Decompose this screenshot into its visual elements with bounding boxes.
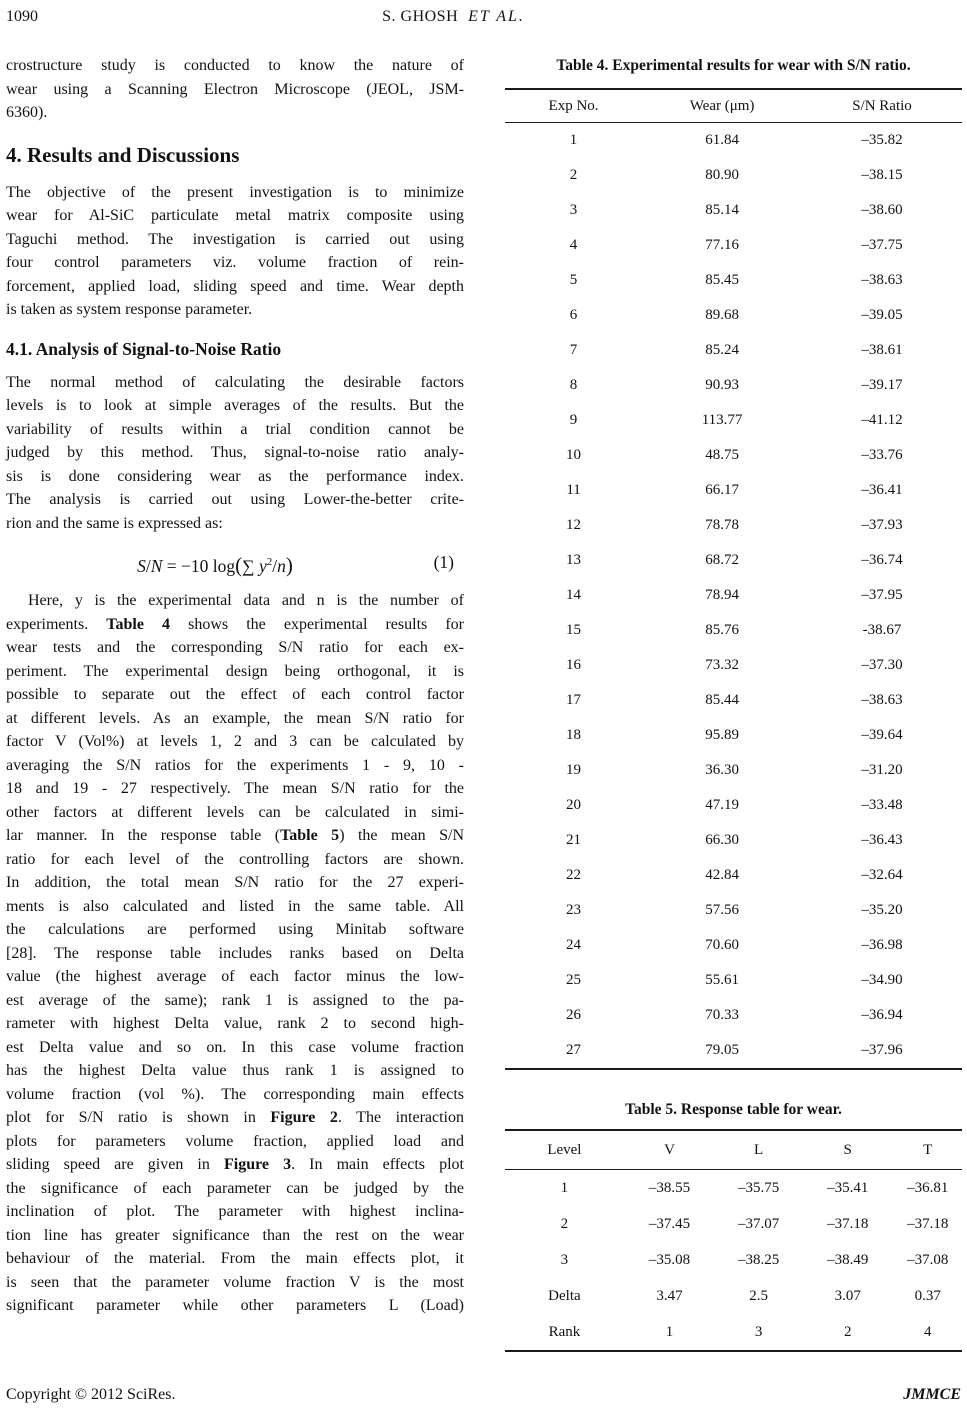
journal-name: JMMCE [903, 1386, 961, 1403]
table-cell: 25 [566, 972, 582, 988]
table-row [505, 508, 962, 543]
table-cell: –37.75 [861, 237, 903, 253]
table-cell: Exp No. [548, 97, 599, 114]
table-cell: 73.32 [705, 657, 739, 673]
table-cell: –36.43 [861, 832, 903, 848]
table-cell: –37.08 [907, 1251, 949, 1268]
text-segment: N [150, 555, 163, 576]
table-row [505, 823, 962, 858]
text-segment: forcement, applied load, sliding speed and time. Wear depth [6, 277, 464, 295]
text-segment: levels is to look at simple averages of the results. But the [6, 397, 464, 414]
table-cell: 70.60 [705, 937, 739, 953]
table-cell: –38.55 [648, 1179, 691, 1196]
text-line [6, 228, 464, 252]
table-cell: –37.07 [737, 1215, 780, 1232]
text-segment: Figure 2 [270, 1109, 338, 1126]
text-segment: rameter with highest Delta value, rank 2 to second high- [6, 1015, 464, 1032]
table-row [505, 193, 962, 228]
table-cell: –36.81 [907, 1179, 949, 1196]
text-segment: is seen that the parameter volume fraction V is the most [6, 1273, 464, 1291]
table-row [505, 1278, 962, 1314]
text-segment: value (the highest average of each factor minus the low- [6, 968, 464, 985]
equation-formula [36, 545, 394, 583]
text-line [6, 1153, 464, 1177]
table-cell: –32.64 [861, 867, 903, 883]
table-row [505, 753, 962, 788]
table-row [505, 1131, 962, 1169]
text-line [6, 730, 464, 754]
left-column [6, 54, 464, 1318]
table-row [505, 228, 962, 263]
table-row [505, 858, 962, 893]
text-segment: est Delta value and so on. In this case volume fraction [6, 1038, 464, 1056]
text-segment: shows the experimental results for [170, 615, 465, 633]
text-line [6, 683, 464, 707]
text-segment: at different levels. As an example, the mean S/N ratio for [6, 709, 464, 727]
text-segment: 2 [266, 556, 273, 568]
text-line [6, 101, 464, 125]
text-line [6, 394, 464, 418]
table-cell: –31.20 [861, 762, 903, 778]
text-segment: inclination of plot. The parameter with highest inclina- [6, 1203, 464, 1220]
text-line [6, 371, 464, 395]
table-cell: 1 [665, 1323, 674, 1340]
text-line [6, 1130, 464, 1154]
text-segment: sis is done considering wear as the performance index. [6, 467, 464, 485]
text-segment: judged by this method. Thus, signal-to-noise ratio analy- [6, 444, 464, 461]
table-cell: S [843, 1141, 852, 1158]
table-cell: 8 [569, 377, 578, 393]
text-segment: four control parameters viz. volume fraction of rein- [6, 254, 464, 271]
page-number: 1090 [6, 8, 38, 25]
text-segment: variability of results within a trial condition cannot be [6, 420, 464, 438]
text-segment: tion line has greater significance than the rest on the wear [6, 1226, 464, 1244]
text-line [6, 275, 464, 299]
text-segment: The normal method of calculating the desirable factors [6, 373, 464, 391]
text-line [6, 1012, 464, 1036]
text-segment: rion and the same is expressed as: [6, 514, 223, 532]
table-row [505, 438, 962, 473]
text-segment: ratio for each level of the controlling factors are shown. [6, 850, 464, 868]
table-cell: –38.63 [861, 272, 903, 288]
table-cell: 68.72 [705, 552, 739, 568]
table-cell: Rank [548, 1323, 581, 1340]
text-line [6, 1200, 464, 1224]
table-cell: –37.18 [907, 1215, 949, 1232]
table-cell: –39.17 [861, 377, 903, 393]
table4 [505, 56, 962, 1070]
table-cell: 85.44 [705, 692, 739, 708]
table-cell: 1 [569, 132, 578, 148]
table-cell: 27 [566, 1042, 582, 1058]
table-row [505, 543, 962, 578]
table-cell: 57.56 [705, 902, 739, 918]
table-cell: 89.68 [705, 307, 739, 323]
text-segment: plot for S/N ratio is shown in [6, 1109, 271, 1126]
text-line [6, 707, 464, 731]
paragraph-sn-method [6, 371, 464, 536]
text-segment: factor V (Vol%) at levels 1, 2 and 3 can be calculated by [6, 733, 464, 750]
table-row [505, 263, 962, 298]
table-cell: –37.93 [861, 517, 903, 533]
text-line [6, 1294, 464, 1318]
table-cell: 4 [923, 1323, 932, 1340]
table-cell: –38.15 [861, 167, 903, 183]
table-cell: –37.18 [827, 1215, 869, 1232]
table-cell: 48.75 [705, 447, 739, 463]
text-segment: wear using a Scanning Electron Microscope (JEOL, JSM- [6, 80, 464, 98]
text-segment: the calculations are performed using Minitab software [6, 921, 464, 938]
table-cell: 3.47 [656, 1287, 683, 1304]
table5-body [505, 1170, 962, 1350]
table-cell: 85.76 [705, 622, 739, 638]
text-line [6, 589, 464, 613]
table-row [505, 1033, 962, 1068]
table4-title: Table 4. Experimental results for wear with S/N ratio. [556, 57, 911, 74]
text-line [6, 1224, 464, 1248]
text-segment: Here, y is the experimental data and n is the number of [28, 592, 464, 609]
table-cell: –35.20 [861, 902, 903, 918]
table-cell: 24 [566, 937, 582, 953]
text-line [6, 1177, 464, 1201]
text-segment: lar manner. In the response table ( [6, 827, 281, 844]
text-segment: experiments. [6, 615, 107, 633]
equation-row [6, 545, 464, 579]
table-row [505, 333, 962, 368]
text-segment: is taken as system response parameter. [6, 301, 253, 318]
text-line [6, 636, 464, 660]
intro-paragraph [6, 54, 464, 125]
text-line [6, 512, 464, 536]
text-segment: n [277, 555, 286, 576]
text-line [6, 824, 464, 848]
table-row [505, 1314, 962, 1350]
table5 [505, 1100, 962, 1352]
table-cell: 47.19 [705, 797, 739, 813]
table-cell: –37.30 [861, 657, 903, 673]
text-segment: / [145, 555, 151, 576]
table-row [505, 123, 962, 158]
text-line [6, 777, 464, 801]
table-cell: 22 [566, 867, 582, 883]
table-cell: 85.24 [705, 342, 739, 358]
table-cell: –38.63 [861, 692, 903, 708]
table-cell: 3 [754, 1323, 763, 1340]
text-line [6, 871, 464, 895]
table-cell: 2 [843, 1323, 852, 1340]
paragraph-analysis [6, 589, 464, 1318]
table-cell: –35.82 [861, 132, 903, 148]
table-row [505, 1170, 962, 1206]
table5-bottom-rule [505, 1350, 962, 1352]
table-cell: 95.89 [705, 727, 739, 743]
table-cell: 85.45 [705, 272, 739, 288]
table-cell: 10 [566, 447, 582, 463]
table-cell: –35.41 [827, 1179, 869, 1196]
table-cell: 21 [566, 832, 582, 848]
text-line [6, 965, 464, 989]
text-line [6, 488, 464, 512]
text-line [6, 1036, 464, 1060]
table5-header [505, 1131, 962, 1169]
table-cell: 3 [569, 202, 578, 218]
table-cell: 18 [566, 727, 582, 743]
text-segment: wear tests and the corresponding S/N ratio for each ex- [6, 639, 464, 656]
table-cell: –38.49 [827, 1251, 869, 1268]
spacer [505, 76, 962, 88]
table-cell: –35.75 [737, 1179, 780, 1196]
text-line [6, 204, 464, 228]
text-line [6, 801, 464, 825]
text-segment: averaging the S/N ratios for the experiments 1 - 9, 10 - [6, 756, 464, 774]
text-segment: other factors at different levels can be calculated in simi- [6, 803, 464, 821]
table-row [505, 1242, 962, 1278]
table-cell: T [923, 1141, 933, 1158]
table-cell: 17 [566, 692, 582, 708]
text-line [6, 989, 464, 1013]
text-segment: crostructure study is conducted to know the nature of [6, 57, 464, 74]
text-segment: plots for parameters volume fraction, applied load and [6, 1132, 464, 1150]
table-row [505, 683, 962, 718]
table-cell: 66.17 [705, 482, 739, 498]
running-head-etal: ET AL. [468, 8, 525, 25]
table4-body [505, 123, 962, 1068]
table-cell: –38.25 [737, 1251, 780, 1268]
table-cell: –41.12 [861, 412, 903, 428]
running-head [6, 8, 901, 26]
table-cell: 15 [566, 622, 582, 638]
text-segment: the significance of each parameter can be judged by the [6, 1179, 464, 1197]
text-line [6, 181, 464, 205]
table-row [505, 648, 962, 683]
table-cell: 26 [566, 1007, 582, 1023]
table5-title: Table 5. Response table for wear. [625, 1101, 842, 1118]
table-cell: -38.67 [862, 622, 902, 638]
table-cell: Wear (μm) [689, 97, 755, 114]
table-cell: 85.14 [705, 202, 739, 218]
equation-number: (1) [433, 552, 454, 572]
text-segment: 6360). [6, 104, 48, 121]
text-segment: S [137, 555, 146, 576]
table-cell: 16 [566, 657, 582, 673]
text-segment: 18 and 19 - 27 respectively. The mean S/N ratio for the [6, 780, 464, 797]
text-segment: Figure 3 [223, 1156, 292, 1173]
table-cell: –38.61 [861, 342, 903, 358]
table-cell: –36.98 [861, 937, 903, 953]
text-segment: / [272, 555, 278, 576]
text-segment: significant parameter while other parameters L (Load) [6, 1297, 464, 1314]
table-cell: 42.84 [705, 867, 739, 883]
text-segment: behaviour of the material. From the main effects plot, it [6, 1250, 464, 1267]
table-cell: –39.64 [861, 727, 903, 743]
text-line [6, 754, 464, 778]
table-row [505, 718, 962, 753]
text-segment: ( [235, 552, 243, 577]
section-heading: 4. Results and Discussions [6, 142, 240, 167]
table-row [505, 788, 962, 823]
table-cell: 79.05 [705, 1042, 739, 1058]
text-line [6, 54, 464, 78]
table-row [505, 613, 962, 648]
table-cell: 5 [569, 272, 578, 288]
table-cell: 80.90 [705, 167, 739, 183]
text-line [6, 660, 464, 684]
table-cell: Level [547, 1141, 582, 1158]
text-segment: possible to separate out the effect of each control factor [6, 686, 464, 703]
table-cell: 2 [560, 1215, 569, 1232]
right-column [505, 56, 962, 1352]
table-cell: –38.60 [861, 202, 903, 218]
text-line [6, 465, 464, 489]
text-line [6, 1059, 464, 1083]
text-segment: In addition, the total mean S/N ratio for the 27 experi- [6, 874, 464, 891]
table-cell: 78.94 [705, 587, 739, 603]
text-line [6, 418, 464, 442]
table-cell: 113.77 [701, 412, 743, 428]
table-cell: S/N Ratio [852, 97, 912, 114]
table-cell: 12 [566, 517, 582, 533]
page-header [6, 8, 961, 32]
text-line [6, 918, 464, 942]
table-row [505, 578, 962, 613]
text-line [6, 298, 464, 322]
text-line [6, 942, 464, 966]
text-segment: . In main effects plot [291, 1156, 465, 1173]
table4-header [505, 90, 962, 122]
table-cell: –33.76 [861, 447, 903, 463]
table-cell: 70.33 [705, 1007, 739, 1023]
table-cell: 36.30 [705, 762, 739, 778]
text-segment: The objective of the present investigation is to minimize [6, 183, 464, 201]
text-segment: Taguchi method. The investigation is carried out using [6, 230, 464, 248]
table-row [505, 403, 962, 438]
table-cell: 23 [566, 902, 582, 918]
table-cell: 11 [566, 482, 581, 498]
text-segment: ∑ [242, 555, 259, 576]
table-cell: 19 [566, 762, 582, 778]
text-segment: [28]. The response table includes ranks based on Delta [6, 944, 464, 962]
table-cell: 78.78 [705, 517, 739, 533]
table-cell: 77.16 [705, 237, 739, 253]
text-segment: est average of the same); rank 1 is assigned to the pa- [6, 991, 464, 1009]
table-cell: –37.96 [861, 1042, 903, 1058]
table-row [505, 893, 962, 928]
text-line [6, 1271, 464, 1295]
copyright-notice: Copyright © 2012 SciRes. [6, 1386, 176, 1403]
table-cell: –39.05 [861, 307, 903, 323]
table-cell: 1 [560, 1179, 569, 1196]
text-segment: volume fraction (vol %). The corresponding main effects [6, 1085, 464, 1103]
table-row [505, 473, 962, 508]
running-head-authors: S. GHOSH [382, 8, 459, 25]
text-line [6, 441, 464, 465]
text-line [6, 848, 464, 872]
table-cell: 4 [569, 237, 578, 253]
text-segment: = −10 log [162, 555, 236, 576]
text-segment: periment. The experimental design being orthogonal, it is [6, 662, 464, 680]
table-cell: 55.61 [705, 972, 739, 988]
table-row [505, 368, 962, 403]
table-row [505, 928, 962, 963]
table-cell: 13 [566, 552, 582, 568]
subsection-heading: 4.1. Analysis of Signal-to-Noise Ratio [6, 338, 282, 359]
paragraph-objective [6, 181, 464, 322]
text-segment: . The interaction [337, 1109, 464, 1126]
table-cell: 2.5 [749, 1287, 768, 1304]
text-segment: The analysis is carried out using Lower-the-better crite- [6, 491, 464, 508]
table-row [505, 298, 962, 333]
table-cell: 3.07 [834, 1287, 861, 1304]
text-line [6, 1247, 464, 1271]
text-line [6, 1083, 464, 1107]
text-segment: wear for Al-SiC particulate metal matrix composite using [6, 207, 464, 224]
table-cell: –36.41 [861, 482, 903, 498]
table-cell: 14 [566, 587, 582, 603]
table-cell: –36.94 [861, 1007, 903, 1023]
text-line [6, 613, 464, 637]
text-line [6, 1106, 464, 1130]
table4-bottom-rule [505, 1068, 962, 1070]
text-segment: ments is also calculated and listed in the same table. All [6, 897, 464, 915]
table-row [505, 963, 962, 998]
text-segment: ) the mean S/N [339, 827, 465, 844]
table-cell: 20 [566, 797, 582, 813]
spacer [505, 1120, 962, 1129]
table-cell: –35.08 [648, 1251, 691, 1268]
text-line [6, 78, 464, 102]
table-row [505, 158, 962, 193]
table-cell: 7 [569, 342, 578, 358]
text-segment: Table 4 [106, 615, 171, 633]
table-row [505, 1206, 962, 1242]
table-cell: –33.48 [861, 797, 903, 813]
table-cell: 9 [569, 412, 578, 428]
table-cell: –36.74 [861, 552, 903, 568]
table-row [505, 998, 962, 1033]
table-cell: 0.37 [914, 1287, 941, 1304]
table-cell: 6 [569, 307, 578, 323]
table-cell: 90.93 [705, 377, 739, 393]
text-line [6, 251, 464, 275]
table-cell: 66.30 [705, 832, 739, 848]
table-cell: –37.95 [861, 587, 903, 603]
text-segment: y [259, 555, 267, 576]
table-row [505, 90, 962, 122]
text-segment: ) [285, 552, 293, 577]
text-segment: has the highest Delta value thus rank 1 is assigned to [6, 1062, 464, 1079]
table-cell: Delta [548, 1287, 581, 1304]
text-line [6, 895, 464, 919]
table-cell: 2 [569, 167, 578, 183]
table-cell: V [664, 1141, 675, 1158]
table-cell: 61.84 [705, 132, 739, 148]
table-cell: –37.45 [648, 1215, 691, 1232]
text-segment: Table 5 [280, 827, 340, 844]
table-cell: –34.90 [861, 972, 903, 988]
table-cell: L [754, 1141, 764, 1158]
table-cell: 3 [560, 1251, 569, 1268]
text-segment: sliding speed are given in [6, 1156, 224, 1173]
